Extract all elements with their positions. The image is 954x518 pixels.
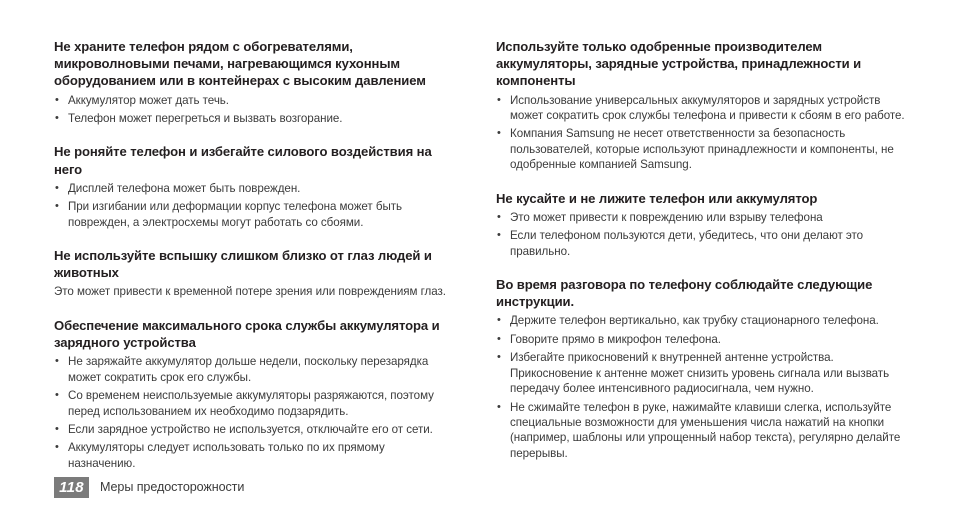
list-item-text: Использование универсальных аккумуляторов и зарядных устройств может сократить срок службы телефона и привести к сбоям в его работе. xyxy=(510,93,905,123)
section-heading: Обеспечение максимального срока службы аккумулятора и зарядного устройства xyxy=(54,318,440,351)
section-approved-accessories xyxy=(496,38,906,173)
bullet-point-icon: • xyxy=(55,355,59,368)
list-item xyxy=(54,388,452,419)
section-drop-impact xyxy=(54,143,452,230)
section-heat-sources xyxy=(54,38,452,126)
list-item-text: Дисплей телефона может быть поврежден. xyxy=(68,181,301,195)
bullet-point-icon: • xyxy=(55,93,59,106)
bullet-point-icon: • xyxy=(497,229,501,242)
list-item xyxy=(496,332,906,347)
bullet-point-icon: • xyxy=(55,112,59,125)
bullet-point-icon: • xyxy=(497,210,501,223)
bullet-list xyxy=(54,354,452,471)
list-item xyxy=(496,126,906,172)
list-item xyxy=(54,111,452,126)
bullet-point-icon: • xyxy=(55,423,59,436)
list-item xyxy=(54,422,452,437)
list-item xyxy=(496,93,906,124)
bullet-point-icon: • xyxy=(497,400,501,413)
bullet-point-icon: • xyxy=(497,127,501,140)
left-column xyxy=(0,0,460,471)
right-column xyxy=(460,0,954,461)
bullet-point-icon: • xyxy=(55,389,59,402)
list-item xyxy=(496,228,906,259)
list-item-text: Не заряжайте аккумулятор дольше недели, поскольку перезарядка может сократить срок его службы. xyxy=(68,355,429,384)
section-heading: Во время разговора по телефону соблюдайте следующие инструкции. xyxy=(496,277,873,310)
section-heading: Используйте только одобренные производителем аккумуляторы, зарядные устройства, принадлежности и компоненты xyxy=(496,39,862,89)
list-item xyxy=(496,350,906,396)
list-item-text: Если телефоном пользуются дети, убедитесь, что они делают это правильно. xyxy=(510,229,864,258)
list-item-text: Аккумуляторы следует использовать только по их прямому назначению. xyxy=(68,441,385,470)
footer-chapter-title: Меры предосторожности xyxy=(100,480,245,495)
bullet-point-icon: • xyxy=(497,351,501,364)
list-item xyxy=(54,354,452,385)
list-item-text: Держите телефон вертикально, как трубку стационарного телефона. xyxy=(510,314,879,328)
list-item xyxy=(54,93,452,108)
list-item-text: Не сжимайте телефон в руке, нажимайте клавиши слегка, используйте специальные возможности для уменьшения числа нажатий на кнопки (например, шаблоны или упрощенный набор текста), регулярно делайте перерывы. xyxy=(510,400,901,460)
bullet-list xyxy=(54,93,452,127)
section-call-instructions xyxy=(496,276,906,461)
list-item xyxy=(54,440,452,471)
section-heading: Не роняйте телефон и избегайте силового воздействия на него xyxy=(54,144,432,177)
list-item-text: Говорите прямо в микрофон телефона. xyxy=(510,332,721,346)
section-battery-life xyxy=(54,317,452,471)
list-item xyxy=(54,199,452,230)
section-heading: Не используйте вспышку слишком близко от глаз людей и животных xyxy=(54,248,432,281)
bullet-list xyxy=(496,313,906,461)
list-item xyxy=(54,181,452,196)
section-do-not-bite xyxy=(496,190,906,259)
list-item xyxy=(496,313,906,328)
bullet-point-icon: • xyxy=(497,314,501,327)
bullet-list xyxy=(54,181,452,230)
list-item-text: Компания Samsung не несет ответственности за безопасность пользователей, которые используют принадлежности и компоненты, не одобренные компанией Samsung. xyxy=(510,127,894,172)
section-heading: Не храните телефон рядом с обогревателями, микроволновыми печами, нагревающимся кухонным оборудованием или в контейнерах с высоким давлением xyxy=(54,39,426,89)
bullet-point-icon: • xyxy=(55,441,59,454)
section-heading: Не кусайте и не лижите телефон или аккумулятор xyxy=(496,190,818,206)
list-item-text: Избегайте прикосновений к внутренней антенне устройства. Прикосновение к антенне может снизить уровень сигнала или вызвать передачу более интенсивного радиосигнала, чем нужно. xyxy=(510,351,890,396)
bullet-list xyxy=(496,210,906,259)
list-item-text: Аккумулятор может дать течь. xyxy=(68,93,229,107)
list-item-text: Если зарядное устройство не используется, отключайте его от сети. xyxy=(68,423,433,437)
list-item-text: Со временем неиспользуемые аккумуляторы разряжаются, поэтому перед использованием их необходимо подзарядить. xyxy=(68,389,434,418)
section-flash-eyes xyxy=(54,247,452,300)
page-number-badge: 118 xyxy=(54,477,89,498)
bullet-point-icon: • xyxy=(497,93,501,106)
list-item-text: При изгибании или деформации корпус телефона может быть поврежден, а электросхемы могут работать со сбоями. xyxy=(68,200,402,229)
bullet-point-icon: • xyxy=(497,332,501,345)
page-footer xyxy=(54,477,244,498)
bullet-point-icon: • xyxy=(55,200,59,213)
bullet-list xyxy=(496,93,906,173)
bullet-point-icon: • xyxy=(55,181,59,194)
list-item xyxy=(496,400,906,462)
section-paragraph: Это может привести к временной потере зрения или повреждениям глаз. xyxy=(54,285,446,299)
list-item-text: Телефон может перегреться и вызвать возгорание. xyxy=(68,112,343,126)
list-item xyxy=(496,210,906,225)
list-item-text: Это может привести к повреждению или взрыву телефона xyxy=(510,210,823,224)
